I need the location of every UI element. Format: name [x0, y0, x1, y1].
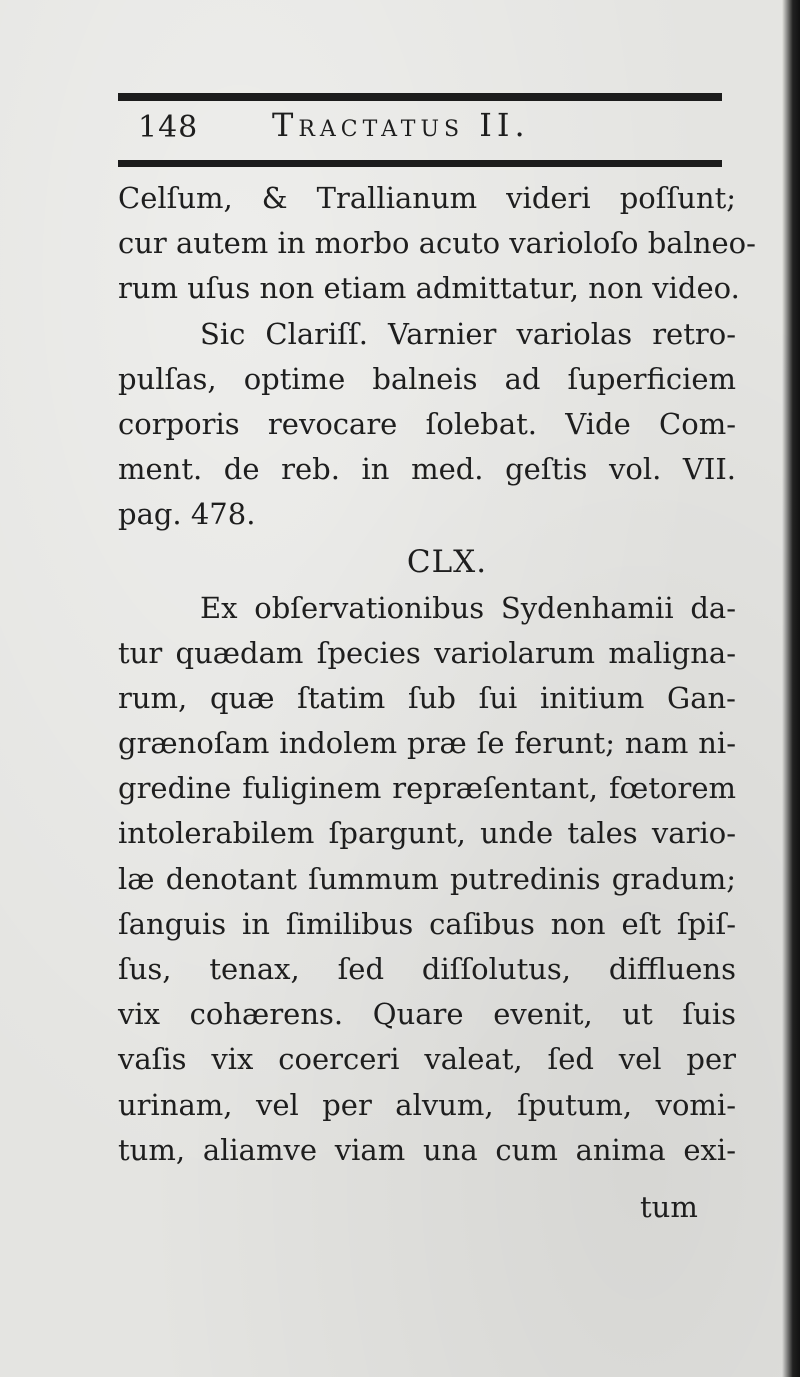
text-line: urinam, vel per alvum, ſputum, vomi-	[118, 1087, 736, 1122]
text-line: corporis revocare ſolebat. Vide Com-	[118, 406, 736, 441]
header-rule-top	[118, 93, 722, 101]
text-line: Ex obſervationibus Sydenhamii da-	[200, 590, 736, 625]
section-heading: CLX.	[406, 543, 488, 580]
text-line: rum uſus non etiam admittatur, non video.	[118, 271, 740, 306]
text-line: vix cohærens. Quare evenit, ut ſuis	[118, 997, 736, 1032]
text-line: grænoſam indolem præ ſe ferunt; nam ni-	[118, 726, 736, 761]
text-line: læ denotant ſummum putredinis gradum;	[118, 861, 736, 896]
text-line: rum, quæ ſtatim ſub ſui initium Gan-	[118, 680, 736, 715]
page-edge-shadow	[782, 0, 800, 1377]
catchword: tum	[640, 1190, 698, 1224]
text-line: ment. de reb. in med. geſtis vol. VII.	[118, 452, 736, 487]
text-line: pag. 478.	[118, 497, 256, 532]
text-line: vaſis vix coerceri valeat, ſed vel per	[118, 1042, 736, 1077]
text-line: intolerabilem ſpargunt, unde tales vario-	[118, 816, 736, 851]
page-number: 148	[138, 110, 199, 145]
header-rule-bottom	[118, 160, 722, 167]
text-line: cur autem in morbo acuto varioloſo balneo-	[118, 226, 756, 261]
text-line: ſanguis in ſimilibus caſibus non eſt ſpiſ-	[118, 906, 736, 941]
text-line: gredine fuliginem repræſentant, fœtorem	[118, 771, 736, 806]
body-text	[118, 176, 756, 1173]
running-head: Tractatus II.	[272, 106, 530, 144]
text-line: Celſum, & Trallianum videri poſſunt;	[118, 181, 736, 215]
text-line: pulſas, optime balneis ad ſuperficiem	[118, 361, 736, 396]
text-line: Sic Clariſſ. Varnier variolas retro-	[200, 316, 736, 351]
text-line: tur quædam ſpecies variolarum maligna-	[118, 635, 736, 670]
text-line: ſus, tenax, ſed diſſolutus, diffluens	[118, 952, 736, 986]
text-line: tum, aliamve viam una cum anima exi-	[118, 1132, 736, 1167]
